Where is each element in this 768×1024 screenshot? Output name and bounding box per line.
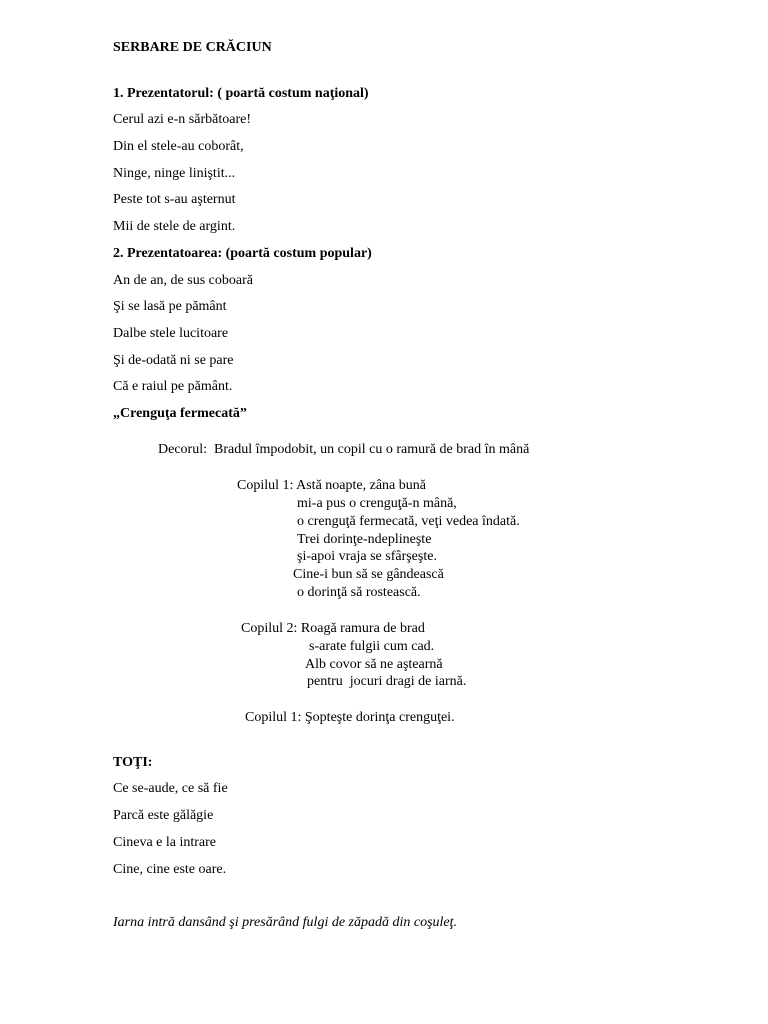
dialogue-line: şi-apoi vraja se sfârşeşte. [297,549,437,564]
poem-line: Cineva e la intrare [113,835,217,850]
poem-line: Parcă este gălăgie [113,808,214,823]
dialogue-line: Copilul 1: Şopteşte dorinţa crenguţei. [245,710,455,725]
dialogue-line: Copilul 2: Roagă ramura de brad [241,621,425,636]
poem-line: Dalbe stele lucitoare [113,326,229,341]
dialogue-line: pentru jocuri dragi de iarnă. [307,674,467,689]
poem-line: Cerul azi e-n sărbătoare! [113,112,251,127]
section1-heading: 1. Prezentatorul: ( poartă costum naţional) [113,86,369,101]
dialogue-line: Cine-i bun să se gândească [293,567,444,582]
dialogue-line: mi-a pus o crenguţă-n mână, [297,496,457,511]
poem-line: Că e raiul pe pământ. [113,379,233,394]
toti-heading: TOŢI: [113,755,153,770]
poem-line: Din el stele-au coborât, [113,139,244,154]
dialogue-line: s-arate fulgii cum cad. [309,639,435,654]
poem-line: Cine, cine este oare. [113,862,227,877]
poem-line: Peste tot s-au aşternut [113,192,236,207]
dialogue-line: o dorinţă să rostească. [297,585,421,600]
dialogue-line: Copilul 1: Astă noapte, zâna bună [237,478,426,493]
poem-line: Şi se lasă pe pământ [113,299,227,314]
poem-line: Şi de-odată ni se pare [113,353,234,368]
decor-line: Decorul: Bradul împodobit, un copil cu o ramură de brad în mână [158,442,530,457]
section2-heading: 2. Prezentatoarea: (poartă costum popular) [113,246,372,261]
play-title: „Crenguţa fermecată” [113,406,247,421]
document-title: SERBARE DE CRĂCIUN [113,40,272,55]
dialogue-line: Alb covor să ne aştearnă [305,657,443,672]
dialogue-line: o crenguţă fermecată, veţi vedea îndată. [297,514,520,529]
stage-direction: Iarna intră dansând şi presărând fulgi de zăpadă din coşuleţ. [113,915,458,930]
poem-line: An de an, de sus coboară [113,273,253,288]
poem-line: Ninge, ninge liniştit... [113,166,236,181]
poem-line: Mii de stele de argint. [113,219,236,234]
poem-line: Ce se-aude, ce să fie [113,781,228,796]
dialogue-line: Trei dorinţe-ndeplineşte [297,532,432,547]
